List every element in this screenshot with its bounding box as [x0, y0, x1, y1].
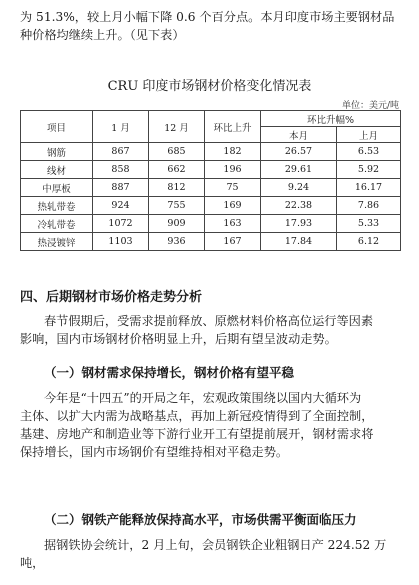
table-row — [21, 143, 401, 161]
table-row — [21, 215, 401, 233]
table-row — [21, 161, 401, 179]
row-prev-pct: 5.33 — [337, 215, 401, 233]
row-dec: 662 — [149, 161, 205, 179]
top-line-2: 种价格均继续上升。（见下表） — [20, 28, 185, 42]
header-dec: 12 月 — [149, 111, 205, 143]
row-cur-pct: 26.57 — [261, 143, 337, 161]
subsection-2-body — [20, 536, 400, 572]
row-dec: 755 — [149, 197, 205, 215]
section-4-line-2: 影响，国内市场钢材价格明显上升，后期有望呈波动走势。 — [20, 332, 337, 346]
row-jan: 887 — [93, 179, 149, 197]
section-4-intro — [20, 312, 400, 348]
sub2-line-2: 吨， — [20, 556, 45, 570]
row-dec: 685 — [149, 143, 205, 161]
header-this-month: 本月 — [261, 127, 337, 143]
table-row — [21, 179, 401, 197]
section-4-line-1: 春节假期后，受需求提前释放、原燃材料价格高位运行等因素 — [44, 314, 374, 328]
row-prev-pct: 7.86 — [337, 197, 401, 215]
table-row — [21, 197, 401, 215]
row-prev-pct: 5.92 — [337, 161, 401, 179]
row-prev-pct: 6.12 — [337, 233, 401, 251]
row-cur-pct: 17.84 — [261, 233, 337, 251]
row-name: 冷轧带卷 — [21, 215, 93, 233]
row-change: 167 — [205, 233, 261, 251]
top-paragraph — [20, 8, 400, 44]
sub1-line-1: 今年是“十四五”的开局之年，宏观政策围绕以国内大循环为 — [44, 391, 362, 405]
table-title: CRU 印度市场钢材价格变化情况表 — [107, 79, 312, 94]
row-jan: 1072 — [93, 215, 149, 233]
row-dec: 812 — [149, 179, 205, 197]
subsection-1-body — [20, 389, 400, 461]
row-change: 75 — [205, 179, 261, 197]
row-prev-pct: 16.17 — [337, 179, 401, 197]
header-last-month: 上月 — [337, 127, 401, 143]
row-dec: 936 — [149, 233, 205, 251]
row-dec: 909 — [149, 215, 205, 233]
row-cur-pct: 29.61 — [261, 161, 337, 179]
sub1-line-4: 保持增长，国内市场钢价有望维持相对平稳走势。 — [20, 445, 289, 459]
subsection-1-heading: （一）钢材需求保持增长，钢材价格有望平稳 — [44, 365, 295, 380]
subsection-2-heading: （二）钢铁产能释放保持高水平，市场供需平衡面临压力 — [44, 512, 357, 527]
sub2-line-1: 据钢铁协会统计，2 月上旬，会员钢铁企业粗钢日产 224.52 万 — [44, 538, 387, 552]
sub1-line-2: 主体、以扩大内需为战略基点，再加上新冠疫情得到了全面控制， — [20, 409, 374, 423]
header-change: 环比上升 — [205, 111, 261, 143]
header-jan: 1 月 — [93, 111, 149, 143]
table-unit: 单位：美元/吨 — [341, 101, 399, 111]
price-table — [20, 110, 401, 251]
row-jan: 858 — [93, 161, 149, 179]
row-name: 热浸镀锌 — [21, 233, 93, 251]
row-name: 热轧带卷 — [21, 197, 93, 215]
row-name: 中厚板 — [21, 179, 93, 197]
row-name: 钢筋 — [21, 143, 93, 161]
row-jan: 867 — [93, 143, 149, 161]
row-cur-pct: 17.93 — [261, 215, 337, 233]
row-change: 182 — [205, 143, 261, 161]
section-4-heading: 四、后期钢材市场价格走势分析 — [20, 290, 203, 305]
row-name: 线材 — [21, 161, 93, 179]
header-pct-group: 环比升幅% — [261, 111, 401, 127]
row-jan: 1103 — [93, 233, 149, 251]
row-prev-pct: 6.53 — [337, 143, 401, 161]
row-change: 196 — [205, 161, 261, 179]
top-line-1: 为 51.3%，较上月小幅下降 0.6 个百分点。本月印度市场主要钢材品 — [20, 10, 395, 24]
sub1-line-3: 基建、房地产和制造业等下游行业开工有望提前展开，钢材需求将 — [20, 427, 374, 441]
row-cur-pct: 9.24 — [261, 179, 337, 197]
row-cur-pct: 22.38 — [261, 197, 337, 215]
row-change: 169 — [205, 197, 261, 215]
table-row — [21, 233, 401, 251]
row-change: 163 — [205, 215, 261, 233]
row-jan: 924 — [93, 197, 149, 215]
header-item: 项目 — [21, 111, 93, 143]
